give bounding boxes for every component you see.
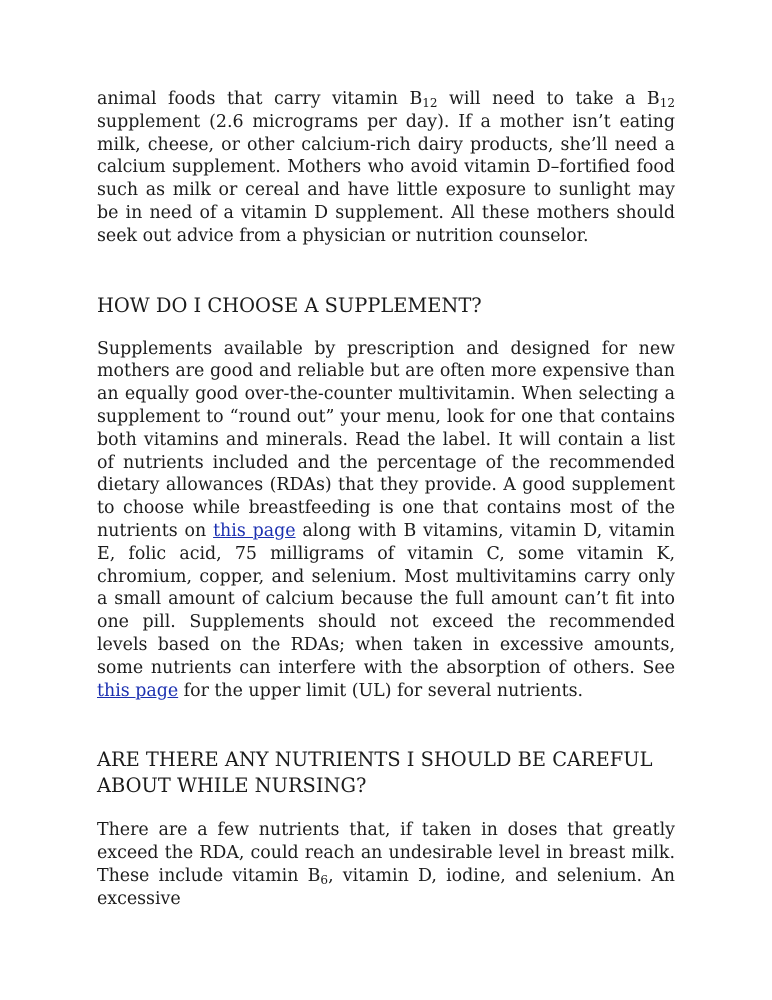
paragraph-text: will need to take a B <box>437 89 660 109</box>
paragraph-nutrients-careful <box>97 819 675 910</box>
subscript: 12 <box>422 96 438 110</box>
this-page-link-upper-limit[interactable]: this page <box>97 680 179 701</box>
paragraph-vitamin-b12 <box>97 88 675 248</box>
paragraph-text: animal foods that carry vitamin B <box>97 89 423 109</box>
subscript: 12 <box>659 96 675 110</box>
paragraph-text: supplement (2.6 micrograms per day). If a mother isn’t eating milk, cheese, or other calcium-rich dairy products, she’ll need a calcium supplement. Mothers who avoid vitamin D–fortified food such as milk or cereal and have little exposure to sunlight may be in need of a vitamin D supplement. All these mothers should seek out advice from a physician or nutrition counselor. <box>97 111 675 246</box>
paragraph-text: Supplements available by prescription and designed for new mothers are good and reliable but are often more expensive than an equally good over-the-counter multivitamin. When selecting a supplement to “round out” your menu, look for one that contains both vitamins and minerals. Read the label. It will contain a list of nutrients included and the percentage of the recommended dietary allowances (RDAs) that they provide. A good supplement to choose while breastfeeding is one that contains most of the nutrients on <box>97 338 675 541</box>
subscript: 6 <box>320 872 329 887</box>
paragraph-text: , vitamin D, iodine, and selenium. An excessive <box>97 865 675 909</box>
paragraph-choose-supplement <box>97 338 675 703</box>
paragraph-text: There are a few nutrients that, if taken in doses that greatly exceed the RDA, could reach an undesirable level in breast milk. These include vitamin B <box>97 820 675 886</box>
section-heading-choose-supplement: HOW DO I CHOOSE A SUPPLEMENT? <box>97 293 482 317</box>
paragraph-text: for the upper limit (UL) for several nutrients. <box>178 680 584 701</box>
this-page-link[interactable]: this page <box>213 520 296 541</box>
section-heading-nutrients-careful: ARE THERE ANY NUTRIENTS I SHOULD BE CAREFUL ABOUT WHILE NURSING? <box>97 748 653 798</box>
paragraph-text: along with B vitamins, vitamin D, vitamin E, folic acid, 75 milligrams of vitamin C, some vitamin K, chromium, copper, and selenium. Most multivitamins carry only a small amount of calcium because the full amount can’t fit into one pill. Supplements should not exceed the recommended levels based on the RDAs; when taken in excessive amounts, some nutrients can interfere with the absorption of others. See <box>97 520 675 678</box>
page-content <box>97 88 675 911</box>
